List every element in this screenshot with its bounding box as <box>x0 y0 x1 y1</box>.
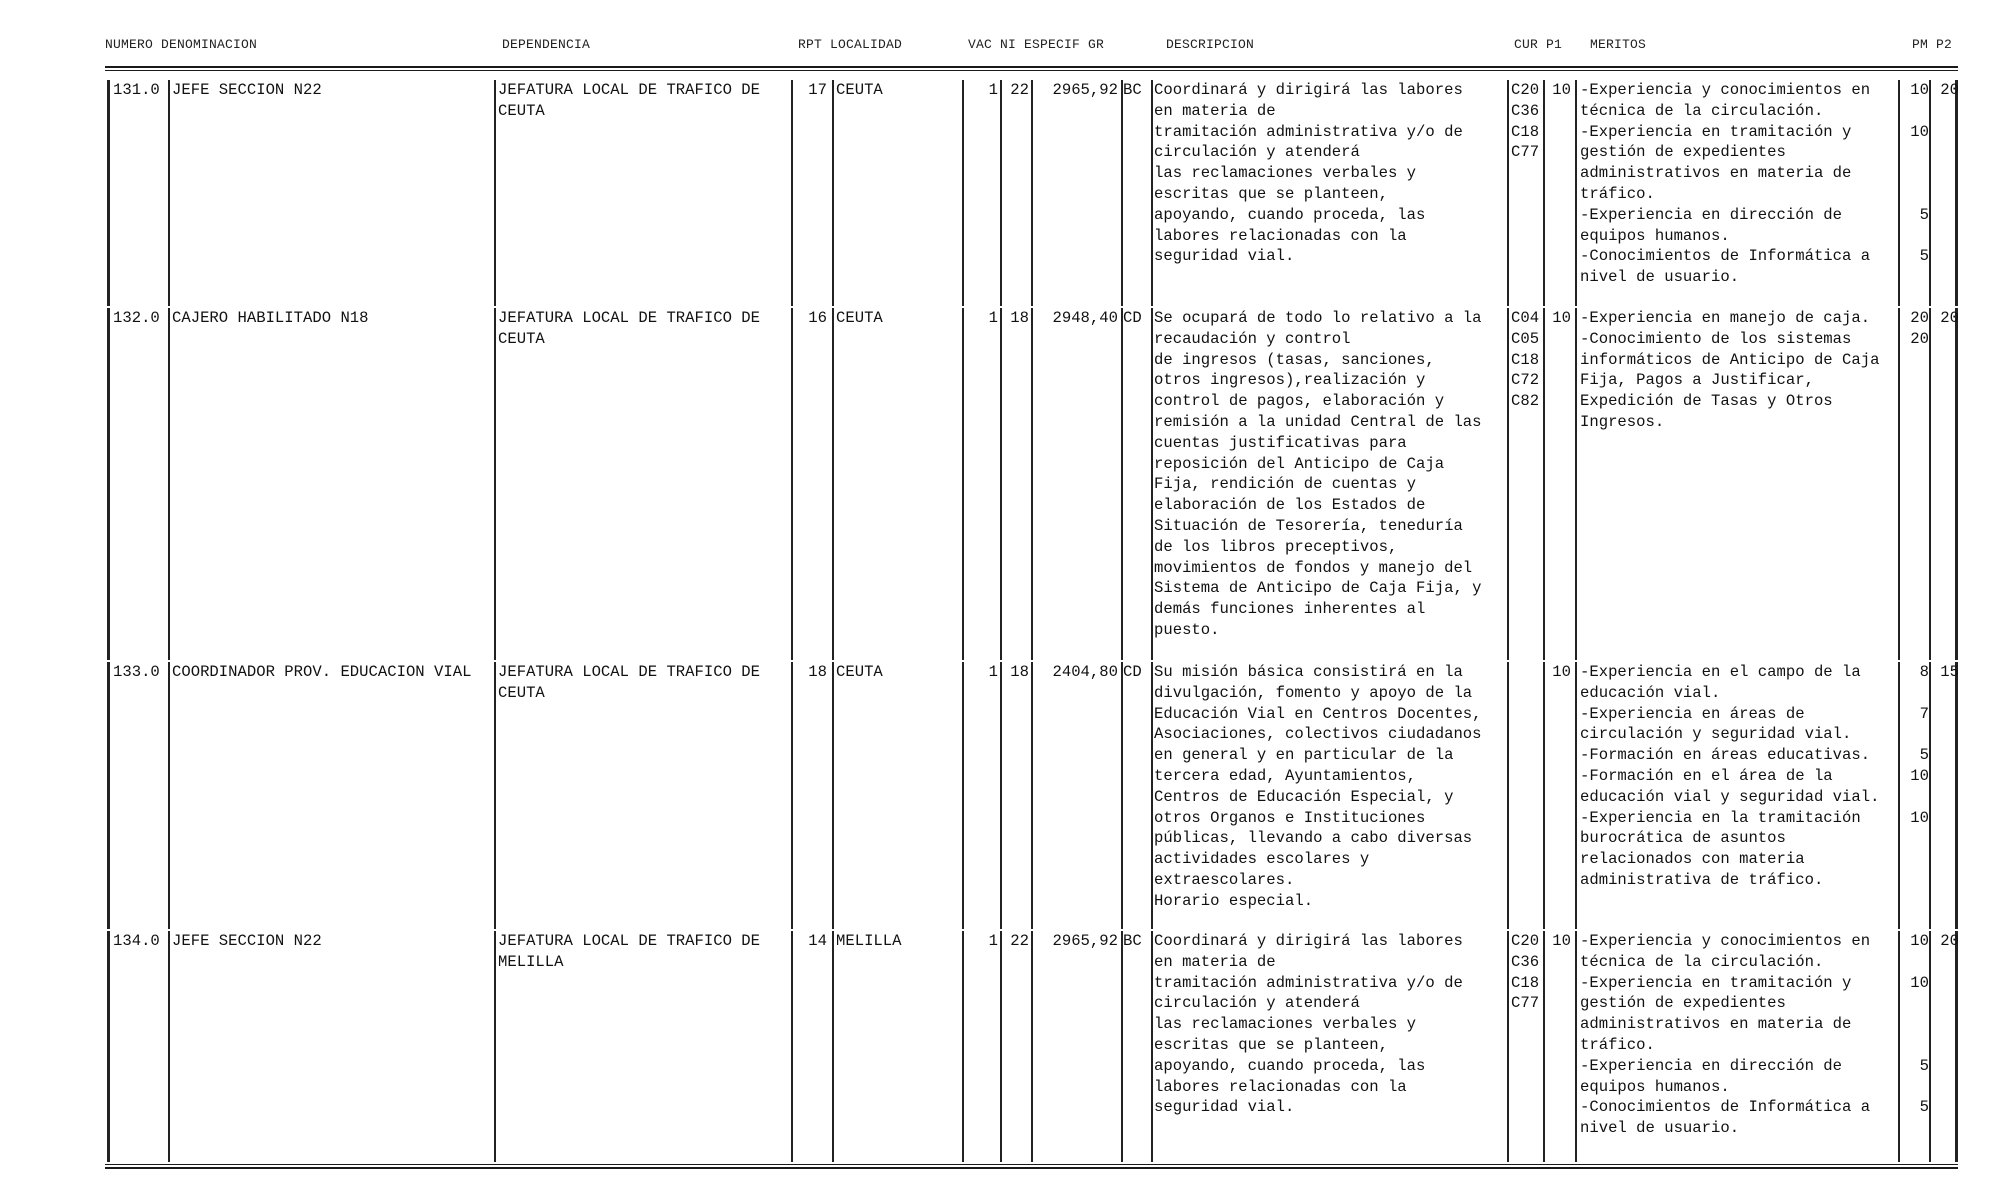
descripcion-line: en materia de <box>1154 101 1276 120</box>
cur-line: C20 <box>1511 81 1540 99</box>
column-separator <box>494 80 496 306</box>
dependencia-cell <box>498 308 793 350</box>
meritos-line: administrativa de tráfico. <box>1580 870 1824 889</box>
column-separator <box>1507 931 1509 1162</box>
column-separator <box>832 80 834 306</box>
pm-line <box>1903 226 1929 247</box>
column-separator <box>1575 80 1577 306</box>
pm-line <box>1903 787 1929 808</box>
ni-cell: 22 <box>1010 81 1029 99</box>
pm-line: 10 <box>1910 973 1929 992</box>
meritos-line: -Formación en el área de la <box>1580 766 1833 785</box>
rpt-cell: 16 <box>808 309 827 327</box>
bottom-rule <box>105 1167 1958 1169</box>
pm-line: 10 <box>1910 932 1929 950</box>
table-row <box>0 931 2000 1162</box>
numero-cell: 133.0 <box>113 663 160 681</box>
vac-cell: 1 <box>988 81 998 99</box>
pm-cell <box>1903 931 1929 1139</box>
rpt-cell: 17 <box>808 81 827 99</box>
descripcion-cell <box>1154 80 1506 267</box>
meritos-line: administrativos en materia de <box>1580 1015 1852 1034</box>
meritos-line: informáticos de Anticipo de Caja <box>1580 350 1880 369</box>
column-separator <box>832 931 834 1162</box>
table-row <box>0 308 2000 660</box>
meritos-line: equipos humanos. <box>1580 1077 1730 1096</box>
column-separator <box>832 662 834 929</box>
column-separator <box>107 80 110 306</box>
dependencia-line: CEUTA <box>498 101 545 120</box>
column-separator <box>168 931 170 1162</box>
pm-line: 10 <box>1910 766 1929 785</box>
pm-line: 5 <box>1919 205 1929 224</box>
header-meritos: MERITOS <box>1590 37 1647 52</box>
p1-cell: 10 <box>1552 663 1571 681</box>
descripcion-line: Situación de Tesorería, teneduría <box>1154 516 1463 535</box>
localidad-cell: CEUTA <box>836 663 883 681</box>
column-separator <box>832 308 834 660</box>
descripcion-line: circulación y atenderá <box>1154 143 1360 162</box>
header-pm-p2: PM P2 <box>1912 37 1953 52</box>
meritos-cell <box>1580 80 1910 288</box>
descripcion-line: apoyando, cuando proceda, las <box>1154 1056 1426 1075</box>
cur-line: C77 <box>1511 994 1540 1013</box>
column-separator <box>1507 662 1509 929</box>
p2-cell: 20 <box>1940 932 1959 950</box>
meritos-line: -Conocimientos de Informática a <box>1580 1098 1871 1117</box>
ni-cell: 22 <box>1010 932 1029 950</box>
column-separator <box>1575 931 1577 1162</box>
meritos-line: -Experiencia y conocimientos en <box>1580 81 1871 99</box>
meritos-line: -Conocimientos de Informática a <box>1580 247 1871 266</box>
meritos-line: -Experiencia en tramitación y <box>1580 122 1852 141</box>
descripcion-line: elaboración de los Estados de <box>1154 496 1426 515</box>
pm-line <box>1903 350 1929 371</box>
rpt-cell: 14 <box>808 932 827 950</box>
cur-line: C18 <box>1511 973 1540 992</box>
p1-cell: 10 <box>1552 309 1571 327</box>
pm-line: 8 <box>1919 663 1929 681</box>
descripcion-line: en general y en particular de la <box>1154 746 1454 765</box>
meritos-line: Ingresos. <box>1580 412 1665 431</box>
meritos-line: -Experiencia en la tramitación <box>1580 808 1861 827</box>
meritos-line: Expedición de Tasas y Otros <box>1580 392 1833 411</box>
gr-cell: BC <box>1123 81 1142 99</box>
cur-line: C77 <box>1511 143 1540 162</box>
column-separator <box>1929 931 1931 1162</box>
pm-line <box>1903 1077 1929 1098</box>
table-row <box>0 662 2000 929</box>
column-separator <box>1507 308 1509 660</box>
cur-line: C82 <box>1511 392 1540 411</box>
column-separator <box>1121 308 1123 660</box>
column-separator <box>1031 931 1033 1162</box>
cur-line: C36 <box>1511 952 1540 971</box>
column-separator <box>107 308 110 660</box>
pm-line: 5 <box>1919 746 1929 765</box>
meritos-line: educación vial y seguridad vial. <box>1580 787 1880 806</box>
meritos-line: -Experiencia y conocimientos en <box>1580 932 1871 950</box>
meritos-line: equipos humanos. <box>1580 226 1730 245</box>
descripcion-line: labores relacionadas con la <box>1154 1077 1407 1096</box>
pm-line <box>1903 828 1929 849</box>
especif-cell: 2965,92 <box>1052 81 1118 99</box>
cur-line: C20 <box>1511 932 1540 950</box>
dependencia-cell <box>498 662 793 704</box>
meritos-cell <box>1580 308 1910 433</box>
meritos-cell <box>1580 931 1910 1139</box>
column-separator <box>1543 662 1545 929</box>
cur-cell <box>1511 80 1543 163</box>
column-separator <box>1000 308 1002 660</box>
table-row <box>0 80 2000 306</box>
header-descripcion: DESCRIPCION <box>1166 37 1255 52</box>
especif-cell: 2404,80 <box>1052 663 1118 681</box>
descripcion-line: actividades escolares y <box>1154 850 1370 869</box>
column-separator <box>1543 931 1545 1162</box>
descripcion-line: Coordinará y dirigirá las labores <box>1154 81 1463 99</box>
column-separator <box>107 662 110 929</box>
column-separator <box>1955 931 1958 1162</box>
meritos-line: gestión de expedientes <box>1580 994 1786 1013</box>
ni-cell: 18 <box>1010 309 1029 327</box>
denominacion-cell: JEFE SECCION N22 <box>172 81 322 99</box>
descripcion-line: tramitación administrativa y/o de <box>1154 973 1463 992</box>
dependencia-line: JEFATURA LOCAL DE TRAFICO DE <box>498 81 761 99</box>
meritos-line: -Formación en áreas educativas. <box>1580 746 1871 765</box>
meritos-line: gestión de expedientes <box>1580 143 1786 162</box>
column-separator <box>1543 80 1545 306</box>
descripcion-line: Asociaciones, colectivos ciudadanos <box>1154 725 1482 744</box>
numero-cell: 134.0 <box>113 932 160 950</box>
meritos-line: circulación y seguridad vial. <box>1580 725 1852 744</box>
bottom-rule-inner <box>105 1164 1958 1165</box>
header-numero-denominacion: NUMERO DENOMINACION <box>105 37 258 52</box>
p2-cell: 20 <box>1940 81 1959 99</box>
meritos-line: -Experiencia en el campo de la <box>1580 663 1861 681</box>
column-separator <box>1507 80 1509 306</box>
column-separator <box>1151 662 1153 929</box>
p2-cell: 15 <box>1940 663 1959 681</box>
meritos-line: -Experiencia en áreas de <box>1580 704 1805 723</box>
dependencia-cell <box>498 931 793 973</box>
pm-line: 10 <box>1910 122 1929 141</box>
column-separator <box>1031 662 1033 929</box>
denominacion-cell: JEFE SECCION N22 <box>172 932 322 950</box>
descripcion-line: tramitación administrativa y/o de <box>1154 122 1463 141</box>
pm-line: 20 <box>1910 329 1929 348</box>
meritos-line: -Experiencia en dirección de <box>1580 1056 1843 1075</box>
especif-cell: 2965,92 <box>1052 932 1118 950</box>
column-separator <box>1000 80 1002 306</box>
descripcion-cell <box>1154 931 1506 1118</box>
meritos-line: Fija, Pagos a Justificar, <box>1580 371 1814 390</box>
descripcion-line: Su misión básica consistirá en la <box>1154 663 1463 681</box>
localidad-cell: MELILLA <box>836 932 902 950</box>
dependencia-line: JEFATURA LOCAL DE TRAFICO DE <box>498 309 761 327</box>
pm-line <box>1903 952 1929 973</box>
top-rule-inner <box>105 70 1958 71</box>
pm-cell <box>1903 80 1929 288</box>
column-separator <box>1929 308 1931 660</box>
descripcion-line: escritas que se planteen, <box>1154 1035 1388 1054</box>
column-separator <box>494 662 496 929</box>
top-rule <box>105 66 1958 68</box>
pm-line <box>1903 724 1929 745</box>
descripcion-line: en materia de <box>1154 952 1276 971</box>
denominacion-cell: COORDINADOR PROV. EDUCACION VIAL <box>172 663 472 681</box>
meritos-cell <box>1580 662 1910 891</box>
descripcion-line: demás funciones inherentes al <box>1154 600 1426 619</box>
column-separator <box>1031 308 1033 660</box>
rpt-cell: 18 <box>808 663 827 681</box>
pm-line <box>1903 267 1929 288</box>
denominacion-cell: CAJERO HABILITADO N18 <box>172 309 369 327</box>
pm-line <box>1903 993 1929 1014</box>
descripcion-line: apoyando, cuando proceda, las <box>1154 205 1426 224</box>
descripcion-line: Sistema de Anticipo de Caja Fija, y <box>1154 579 1482 598</box>
descripcion-line: tercera edad, Ayuntamientos, <box>1154 766 1417 785</box>
pm-line: 7 <box>1919 704 1929 723</box>
column-separator <box>1575 662 1577 929</box>
column-separator <box>1929 80 1931 306</box>
column-separator <box>1575 308 1577 660</box>
dependencia-line: JEFATURA LOCAL DE TRAFICO DE <box>498 932 761 950</box>
cur-line: C18 <box>1511 122 1540 141</box>
numero-cell: 131.0 <box>113 81 160 99</box>
descripcion-line: otros Organos e Instituciones <box>1154 808 1426 827</box>
column-separator <box>962 308 964 660</box>
pm-line <box>1903 1035 1929 1056</box>
cur-line: C72 <box>1511 371 1540 390</box>
pm-line <box>1903 1118 1929 1139</box>
column-separator <box>1955 80 1958 306</box>
descripcion-line: Coordinará y dirigirá las labores <box>1154 932 1463 950</box>
p1-cell: 10 <box>1552 81 1571 99</box>
pm-line: 10 <box>1910 808 1929 827</box>
descripcion-line: divulgación, fomento y apoyo de la <box>1154 683 1473 702</box>
descripcion-line: seguridad vial. <box>1154 247 1295 266</box>
descripcion-line: puesto. <box>1154 620 1220 639</box>
pm-line <box>1903 849 1929 870</box>
meritos-line: educación vial. <box>1580 683 1721 702</box>
column-separator <box>1151 931 1153 1162</box>
vac-cell: 1 <box>988 663 998 681</box>
localidad-cell: CEUTA <box>836 309 883 327</box>
descripcion-line: extraescolares. <box>1154 870 1295 889</box>
descripcion-line: reposición del Anticipo de Caja <box>1154 454 1445 473</box>
column-separator <box>1121 662 1123 929</box>
descripcion-line: circulación y atenderá <box>1154 994 1360 1013</box>
localidad-cell: CEUTA <box>836 81 883 99</box>
descripcion-line: seguridad vial. <box>1154 1098 1295 1117</box>
pm-line: 5 <box>1919 1098 1929 1117</box>
especif-cell: 2948,40 <box>1052 309 1118 327</box>
column-separator <box>494 931 496 1162</box>
descripcion-line: movimientos de fondos y manejo del <box>1154 558 1473 577</box>
vac-cell: 1 <box>988 932 998 950</box>
descripcion-line: las reclamaciones verbales y <box>1154 1015 1417 1034</box>
p1-cell: 10 <box>1552 932 1571 950</box>
meritos-line: técnica de la circulación. <box>1580 952 1824 971</box>
header-vac-ni-especif-gr: VAC NI ESPECIF GR <box>968 37 1105 52</box>
meritos-line: burocrática de asuntos <box>1580 829 1786 848</box>
header-dependencia: DEPENDENCIA <box>502 37 591 52</box>
meritos-line: -Conocimiento de los sistemas <box>1580 329 1852 348</box>
numero-cell: 132.0 <box>113 309 160 327</box>
column-separator <box>1000 931 1002 1162</box>
descripcion-line: Fija, rendición de cuentas y <box>1154 475 1417 494</box>
pm-line <box>1903 1014 1929 1035</box>
descripcion-line: de los libros preceptivos, <box>1154 537 1398 556</box>
column-separator <box>168 80 170 306</box>
dependencia-line: JEFATURA LOCAL DE TRAFICO DE <box>498 663 761 681</box>
gr-cell: CD <box>1123 663 1142 681</box>
column-separator <box>1031 80 1033 306</box>
descripcion-line: Se ocupará de todo lo relativo a la <box>1154 309 1482 327</box>
meritos-line: tráfico. <box>1580 184 1655 203</box>
descripcion-line: labores relacionadas con la <box>1154 226 1407 245</box>
pm-line: 20 <box>1910 309 1929 327</box>
column-separator <box>1121 931 1123 1162</box>
cur-line: C05 <box>1511 329 1540 348</box>
gr-cell: CD <box>1123 309 1142 327</box>
descripcion-line: cuentas justificativas para <box>1154 433 1407 452</box>
descripcion-line: escritas que se planteen, <box>1154 184 1388 203</box>
column-separator <box>962 80 964 306</box>
column-separator <box>962 662 964 929</box>
meritos-line: relacionados con materia <box>1580 850 1805 869</box>
column-separator <box>1543 308 1545 660</box>
meritos-line: -Experiencia en dirección de <box>1580 205 1843 224</box>
column-separator <box>1955 662 1958 929</box>
pm-cell <box>1903 662 1929 891</box>
header-rpt-localidad: RPT LOCALIDAD <box>798 37 903 52</box>
meritos-line: nivel de usuario. <box>1580 268 1740 287</box>
dependencia-line: CEUTA <box>498 329 545 348</box>
pm-line <box>1903 184 1929 205</box>
meritos-line: nivel de usuario. <box>1580 1119 1740 1138</box>
pm-line <box>1903 163 1929 184</box>
column-separator <box>107 931 110 1162</box>
descripcion-line: control de pagos, elaboración y <box>1154 392 1445 411</box>
descripcion-line: las reclamaciones verbales y <box>1154 164 1417 183</box>
pm-cell <box>1903 308 1929 433</box>
pm-line <box>1903 870 1929 891</box>
descripcion-cell <box>1154 308 1506 641</box>
column-separator <box>1151 308 1153 660</box>
meritos-line: técnica de la circulación. <box>1580 101 1824 120</box>
pm-line <box>1903 391 1929 412</box>
pm-line: 10 <box>1910 81 1929 99</box>
pm-line: 5 <box>1919 247 1929 266</box>
column-separator <box>168 662 170 929</box>
dependencia-line: CEUTA <box>498 683 545 702</box>
cur-line: C18 <box>1511 350 1540 369</box>
cur-line: C36 <box>1511 101 1540 120</box>
descripcion-cell <box>1154 662 1506 912</box>
column-separator <box>168 308 170 660</box>
descripcion-line: Horario especial. <box>1154 891 1314 910</box>
descripcion-line: de ingresos (tasas, sanciones, <box>1154 350 1435 369</box>
column-separator <box>1151 80 1153 306</box>
vac-cell: 1 <box>988 309 998 327</box>
meritos-line: tráfico. <box>1580 1035 1655 1054</box>
pm-line <box>1903 412 1929 433</box>
descripcion-line: públicas, llevando a cabo diversas <box>1154 829 1473 848</box>
ni-cell: 18 <box>1010 663 1029 681</box>
column-separator <box>791 308 793 660</box>
pm-line <box>1903 370 1929 391</box>
pm-line <box>1903 683 1929 704</box>
descripcion-line: otros ingresos),realización y <box>1154 371 1426 390</box>
pm-line <box>1903 142 1929 163</box>
meritos-line: -Experiencia en manejo de caja. <box>1580 309 1871 327</box>
p2-cell: 20 <box>1940 309 1959 327</box>
column-separator <box>1929 662 1931 929</box>
header-cur-p1: CUR P1 <box>1514 37 1563 52</box>
cur-line: C04 <box>1511 309 1540 327</box>
gr-cell: BC <box>1123 932 1142 950</box>
descripcion-line: recaudación y control <box>1154 329 1351 348</box>
descripcion-line: Educación Vial en Centros Docentes, <box>1154 704 1482 723</box>
column-separator <box>1955 308 1958 660</box>
column-separator <box>962 931 964 1162</box>
dependencia-line: MELILLA <box>498 952 564 971</box>
cur-cell <box>1511 308 1543 412</box>
column-separator <box>1121 80 1123 306</box>
cur-cell <box>1511 931 1543 1014</box>
descripcion-line: Centros de Educación Especial, y <box>1154 787 1454 806</box>
descripcion-line: remisión a la unidad Central de las <box>1154 412 1482 431</box>
column-separator <box>1000 662 1002 929</box>
pm-line <box>1903 101 1929 122</box>
meritos-line: -Experiencia en tramitación y <box>1580 973 1852 992</box>
meritos-line: administrativos en materia de <box>1580 164 1852 183</box>
column-separator <box>494 308 496 660</box>
pm-line: 5 <box>1919 1056 1929 1075</box>
dependencia-cell <box>498 80 793 122</box>
